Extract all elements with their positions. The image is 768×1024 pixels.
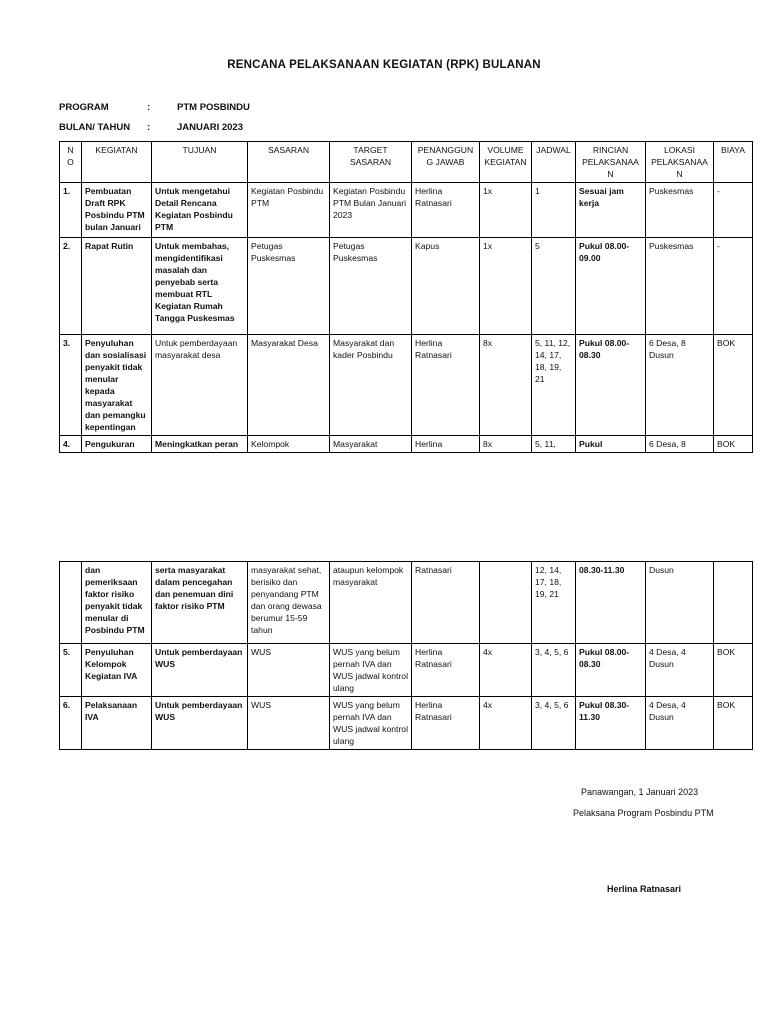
cell-rincian: Pukul 08.00-08.30: [576, 644, 646, 697]
cell-sasaran: WUS: [248, 697, 330, 750]
cell-biaya: BOK: [714, 697, 753, 750]
cell-kegiatan: Pelaksanaan IVA: [82, 697, 152, 750]
cell-volume: 4x: [480, 697, 532, 750]
cell-tujuan: Untuk mengetahui Detail Rencana Kegiatan Posbindu PTM: [152, 183, 248, 238]
cell-biaya: BOK: [714, 436, 753, 453]
cell-kegiatan: Pengukuran: [82, 436, 152, 453]
cell-jadwal: 5, 11, 12, 14, 17, 18, 19, 21: [532, 335, 576, 436]
cell-rincian: Pukul 08.00-09.00: [576, 238, 646, 335]
cell-tujuan: Untuk membahas, mengidentifikasi masalah dan penyebab serta membuat RTL Kegiatan Rumah Tangga Puskesmas: [152, 238, 248, 335]
table-row: [60, 436, 753, 453]
cell-no: 1.: [60, 183, 82, 238]
table-row: [60, 238, 753, 335]
cell-rincian: Sesuai jam kerja: [576, 183, 646, 238]
cell-rincian: 08.30-11.30: [576, 562, 646, 644]
cell-tujuan: Untuk pemberdayaan WUS: [152, 697, 248, 750]
cell-penanggung-jawab: Herlina Ratnasari: [412, 644, 480, 697]
cell-target-sasaran: Petugas Puskesmas: [330, 238, 412, 335]
header-penanggung-jawab: PENANGGUN G JAWAB: [412, 142, 480, 183]
table-body-page-1: [60, 183, 753, 453]
table-row: [60, 697, 753, 750]
cell-lokasi: Dusun: [646, 562, 714, 644]
signatory-role: Pelaksana Program Posbindu PTM: [573, 808, 714, 818]
cell-volume: 1x: [480, 238, 532, 335]
table-row: [60, 183, 753, 238]
cell-no: 6.: [60, 697, 82, 750]
cell-kegiatan: Penyuluhan Kelompok Kegiatan IVA: [82, 644, 152, 697]
cell-rincian: Pukul 08.00-08.30: [576, 335, 646, 436]
rpk-table-page-2: [59, 561, 753, 750]
cell-volume: [480, 562, 532, 644]
document-title: RENCANA PELAKSANAAN KEGIATAN (RPK) BULANAN: [227, 59, 541, 71]
cell-lokasi: 4 Desa, 4 Dusun: [646, 697, 714, 750]
table-header-row: [60, 142, 753, 183]
cell-rincian: Pukul 08.30-11.30: [576, 697, 646, 750]
cell-no: [60, 562, 82, 644]
cell-volume: 1x: [480, 183, 532, 238]
cell-biaya: BOK: [714, 644, 753, 697]
cell-biaya: -: [714, 238, 753, 335]
cell-no: 5.: [60, 644, 82, 697]
cell-target-sasaran: WUS yang belum pernah IVA dan WUS jadwal kontrol ulang: [330, 644, 412, 697]
cell-jadwal: 1: [532, 183, 576, 238]
cell-sasaran: Kegiatan Posbindu PTM: [248, 183, 330, 238]
header-biaya: BIAYA: [714, 142, 753, 183]
program-label: PROGRAM: [59, 102, 109, 113]
table-row: [60, 335, 753, 436]
cell-target-sasaran: Masyarakat: [330, 436, 412, 453]
cell-biaya: [714, 562, 753, 644]
cell-penanggung-jawab: Ratnasari: [412, 562, 480, 644]
cell-lokasi: 6 Desa, 8 Dusun: [646, 335, 714, 436]
cell-jadwal: 3, 4, 5, 6: [532, 697, 576, 750]
cell-no: 3.: [60, 335, 82, 436]
cell-sasaran: Kelompok: [248, 436, 330, 453]
cell-penanggung-jawab: Herlina Ratnasari: [412, 335, 480, 436]
period-colon: :: [147, 122, 151, 133]
table-body-page-2: [60, 562, 753, 750]
table-row: [60, 562, 753, 644]
cell-tujuan: Meningkatkan peran: [152, 436, 248, 453]
cell-volume: 8x: [480, 436, 532, 453]
cell-target-sasaran: ataupun kelompok masyarakat: [330, 562, 412, 644]
cell-penanggung-jawab: Herlina: [412, 436, 480, 453]
cell-jadwal: 5: [532, 238, 576, 335]
cell-target-sasaran: WUS yang belum pernah IVA dan WUS jadwal kontrol ulang: [330, 697, 412, 750]
cell-lokasi: 6 Desa, 8: [646, 436, 714, 453]
place-date: Panawangan, 1 Januari 2023: [581, 787, 699, 797]
header-jadwal: JADWAL: [532, 142, 576, 183]
header-no: N O: [60, 142, 82, 183]
cell-sasaran: Petugas Puskesmas: [248, 238, 330, 335]
cell-sasaran: Masyarakat Desa: [248, 335, 330, 436]
cell-biaya: -: [714, 183, 753, 238]
header-kegiatan: KEGIATAN: [82, 142, 152, 183]
cell-jadwal: 3, 4, 5, 6: [532, 644, 576, 697]
cell-no: 4.: [60, 436, 82, 453]
cell-penanggung-jawab: Herlina Ratnasari: [412, 697, 480, 750]
rpk-table-page-1: [59, 141, 753, 453]
cell-jadwal: 5, 11,: [532, 436, 576, 453]
cell-lokasi: 4 Desa, 4 Dusun: [646, 644, 714, 697]
cell-sasaran: masyarakat sehat, berisiko dan penyandang PTM dan orang dewasa berumur 15-59 tahun: [248, 562, 330, 644]
cell-penanggung-jawab: Kapus: [412, 238, 480, 335]
cell-kegiatan: Penyuluhan dan sosialisasi penyakit tidak menular kepada masyarakat dan pemangku kepentingan: [82, 335, 152, 436]
cell-sasaran: WUS: [248, 644, 330, 697]
signatory-name: Herlina Ratnasari: [607, 884, 682, 894]
cell-kegiatan: Pembuatan Draft RPK Posbindu PTM bulan Januari: [82, 183, 152, 238]
cell-volume: 4x: [480, 644, 532, 697]
header-lokasi-pelaksanaan: LOKASI PELAKSANAA N: [646, 142, 714, 183]
cell-penanggung-jawab: Herlina Ratnasari: [412, 183, 480, 238]
header-tujuan: TUJUAN: [152, 142, 248, 183]
cell-no: 2.: [60, 238, 82, 335]
cell-lokasi: Puskesmas: [646, 183, 714, 238]
table-row: [60, 644, 753, 697]
cell-tujuan: Untuk pemberdayaan masyarakat desa: [152, 335, 248, 436]
cell-rincian: Pukul: [576, 436, 646, 453]
header-volume-kegiatan: VOLUME KEGIATAN: [480, 142, 532, 183]
header-sasaran: SASARAN: [248, 142, 330, 183]
cell-volume: 8x: [480, 335, 532, 436]
cell-tujuan: serta masyarakat dalam pencegahan dan penemuan dini faktor risiko PTM: [152, 562, 248, 644]
program-value: PTM POSBINDU: [177, 102, 250, 113]
period-label: BULAN/ TAHUN: [59, 122, 131, 133]
cell-biaya: BOK: [714, 335, 753, 436]
cell-kegiatan: dan pemeriksaan faktor risiko penyakit tidak menular di Posbindu PTM: [82, 562, 152, 644]
header-target-sasaran: TARGET SASARAN: [330, 142, 412, 183]
cell-target-sasaran: Masyarakat dan kader Posbindu: [330, 335, 412, 436]
cell-lokasi: Puskesmas: [646, 238, 714, 335]
cell-target-sasaran: Kegiatan Posbindu PTM Bulan Januari 2023: [330, 183, 412, 238]
cell-kegiatan: Rapat Rutin: [82, 238, 152, 335]
header-rincian-pelaksanaan: RINCIAN PELAKSANAA N: [576, 142, 646, 183]
cell-jadwal: 12, 14, 17, 18, 19, 21: [532, 562, 576, 644]
program-colon: :: [147, 102, 151, 113]
period-value: JANUARI 2023: [177, 122, 243, 133]
cell-tujuan: Untuk pemberdayaan WUS: [152, 644, 248, 697]
